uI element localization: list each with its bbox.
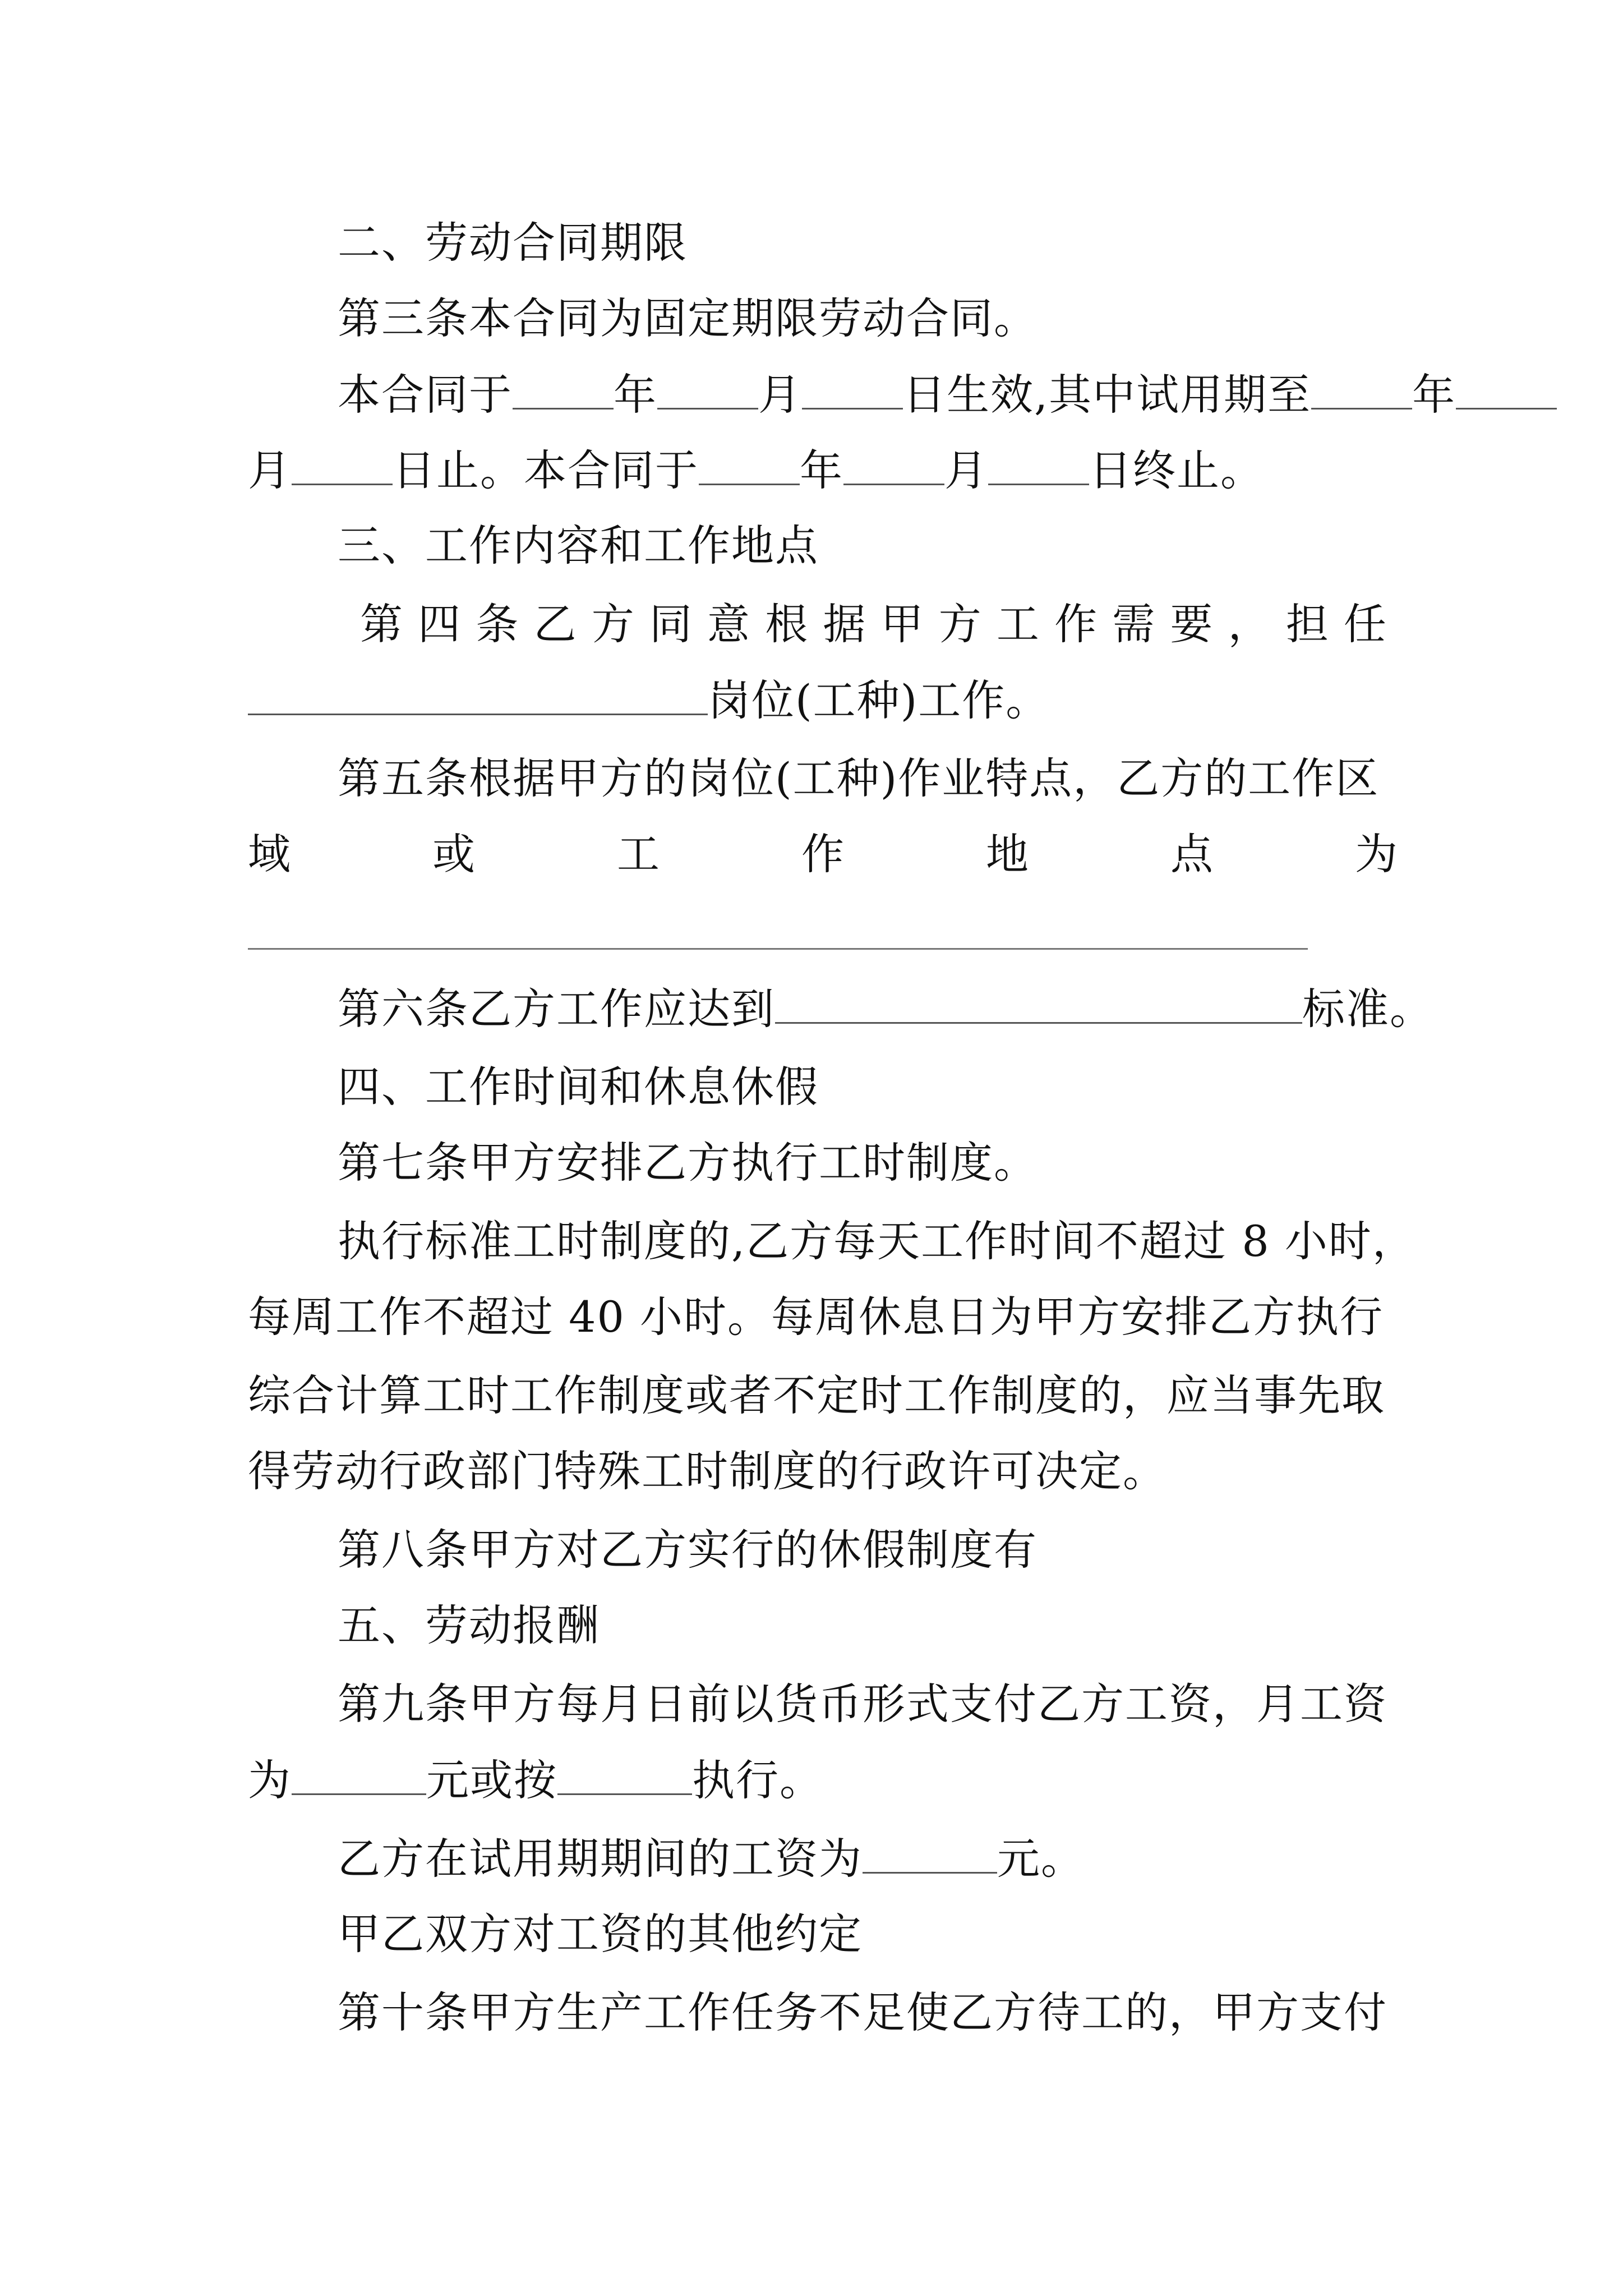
section-heading-4: 四、工作时间和休息休假 (338, 1062, 819, 1112)
blank-day[interactable] (802, 367, 903, 409)
other-wage-agreement: 甲乙双方对工资的其他约定 (338, 1909, 863, 1959)
blank-trial-wage[interactable] (863, 1832, 997, 1874)
article-5-line2: 域 或 工 作 地 点 为 (248, 829, 1398, 879)
article-7-para-line2: 每周工作不超过 40 小时。每周休息日为甲方安排乙方执行 (248, 1292, 1384, 1342)
article-3: 第三条本合同为固定期限劳动合同。 (338, 293, 1038, 343)
section-heading-3: 三、工作内容和工作地点 (338, 521, 819, 570)
section-heading-2: 二、劳动合同期限 (338, 218, 688, 268)
blank-trial-day[interactable] (292, 443, 393, 485)
article-9-line2: 为 元或按 执行。 (248, 1753, 823, 1807)
blank-year[interactable] (513, 367, 614, 409)
article-7: 第七条甲方安排乙方执行工时制度。 (338, 1138, 1038, 1188)
blank-work-location[interactable] (248, 948, 1308, 950)
effective-date-line: 本合同于 年 月 日生效,其中试用期至 年 (338, 367, 1557, 422)
blank-end-month[interactable] (843, 443, 944, 485)
article-7-para-line3: 综合计算工时工作制度或者不定时工作制度的，应当事先取 (248, 1370, 1385, 1420)
article-9-line1: 第九条甲方每月日前以货币形式支付乙方工资，月工资 (338, 1679, 1387, 1729)
blank-month[interactable] (657, 367, 758, 409)
blank-position[interactable] (248, 673, 708, 715)
blank-trial-year[interactable] (1311, 367, 1412, 409)
article-6: 第六条乙方工作应达到 标准。 (338, 982, 1433, 1036)
article-8: 第八条甲方对乙方实行的休假制度有 (338, 1525, 1038, 1575)
article-7-para-line1: 执行标准工时制度的,乙方每天工作时间不超过 8 小时， (338, 1216, 1416, 1266)
article-4-line1: 第 四 条 乙 方 同 意 根 据 甲 方 工 作 需 要 ， 担 任 (360, 599, 1386, 649)
blank-monthly-wage[interactable] (292, 1753, 426, 1795)
article-10-line1: 第十条甲方生产工作任务不足使乙方待工的，甲方支付 (338, 1987, 1387, 2037)
termination-date-line: 月 日止。本合同于 年 月 日终止。 (248, 443, 1264, 498)
blank-standard[interactable] (775, 982, 1302, 1024)
article-7-para-line4: 得劳动行政部门特殊工时制度的行政许可决定。 (248, 1446, 1166, 1496)
blank-wage-basis[interactable] (557, 1753, 692, 1795)
blank-end-day[interactable] (988, 443, 1089, 485)
article-5-line1: 第五条根据甲方的岗位(工种)作业特点，乙方的工作区 (338, 753, 1380, 803)
blank-trial-month-start[interactable] (1456, 367, 1557, 409)
section-heading-5: 五、劳动报酬 (338, 1600, 600, 1650)
article-4-line2: 岗位(工种)工作。 (248, 673, 1049, 728)
blank-end-year[interactable] (699, 443, 800, 485)
trial-wage-line: 乙方在试用期期间的工资为 元。 (338, 1832, 1085, 1886)
